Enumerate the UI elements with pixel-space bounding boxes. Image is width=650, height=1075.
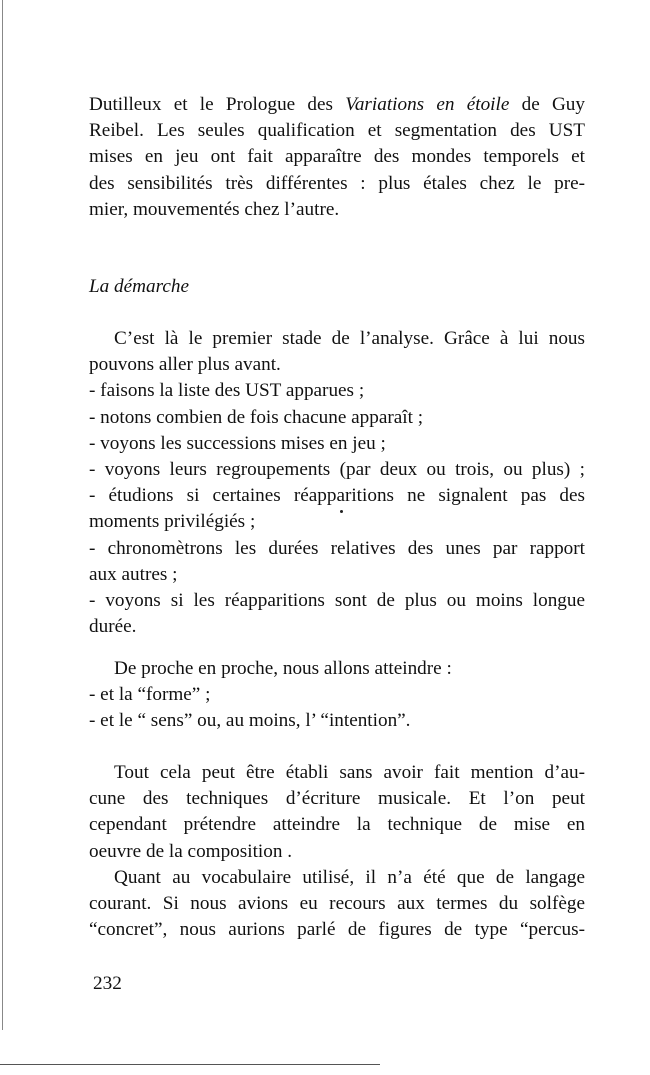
page-number: 232	[93, 973, 122, 994]
text-segment: Dutilleux et le Prologue des	[89, 94, 346, 115]
text-segment: de Guy	[509, 94, 585, 115]
text-line: cune des techniques d’écriture musicale. Et l’on peut	[89, 788, 585, 810]
list-item-continuation: moments privilégiés ;	[89, 511, 256, 533]
text-line: des sensibilités très différentes : plus étales chez le pre-	[89, 172, 585, 194]
text-line: Quant au vocabulaire utilisé, il n’a été que de langage	[114, 866, 585, 888]
text-line: Reibel. Les seules qualification et segmentation des UST	[89, 120, 585, 142]
list-item-continuation: aux autres ;	[89, 563, 178, 585]
list-item: - voyons les successions mises en jeu ;	[89, 432, 386, 454]
text-line: mier, mouvementés chez l’autre.	[89, 198, 340, 220]
list-item: - chronomètrons les durées relatives des unes par rapport	[89, 537, 585, 559]
list-item: - étudions si certaines réapparitions ne signalent pas des	[89, 485, 585, 507]
text-line	[89, 92, 585, 118]
text-line: courant. Si nous avions eu recours aux termes du solfège	[89, 893, 585, 915]
list-item: - notons combien de fois chacune apparaît ;	[89, 406, 424, 428]
list-item: - voyons si les réapparitions sont de plus ou moins longue	[89, 590, 585, 612]
page-bottom-rule	[0, 1064, 380, 1065]
list-item: - voyons leurs regroupements (par deux ou trois, ou plus) ;	[89, 459, 585, 481]
list-item-continuation: durée.	[89, 616, 137, 638]
text-line: Tout cela peut être établi sans avoir fait mention d’au-	[114, 762, 585, 783]
section-heading: La démarche	[89, 276, 190, 297]
text-line: pouvons aller plus avant.	[89, 354, 281, 376]
text-line: “concret”, nous aurions parlé de figures de type “percus-	[89, 919, 585, 941]
text-line: mises en jeu ont fait apparaître des mondes temporels et	[89, 146, 585, 168]
list-item: - faisons la liste des UST apparues ;	[89, 380, 365, 402]
stray-ink-dot	[340, 510, 343, 513]
list-item: - et la “forme” ;	[89, 684, 211, 706]
list-item: - et le “ sens” ou, au moins, l’ “intention”.	[89, 710, 411, 732]
work-title: Variations en étoile	[345, 94, 510, 115]
paragraph-intro	[89, 92, 585, 223]
paragraph-conclusion	[89, 760, 585, 943]
text-line: De proche en proche, nous allons atteindre :	[114, 658, 452, 679]
text-line: cependant prétendre atteindre la technique de mise en	[89, 814, 585, 836]
text-line: C’est là le premier stade de l’analyse. Grâce à lui nous	[114, 328, 585, 349]
text-line: oeuvre de la composition .	[89, 840, 293, 862]
page-left-edge	[2, 0, 3, 1030]
paragraph-method	[89, 326, 585, 640]
paragraph-form-sense	[89, 656, 585, 735]
